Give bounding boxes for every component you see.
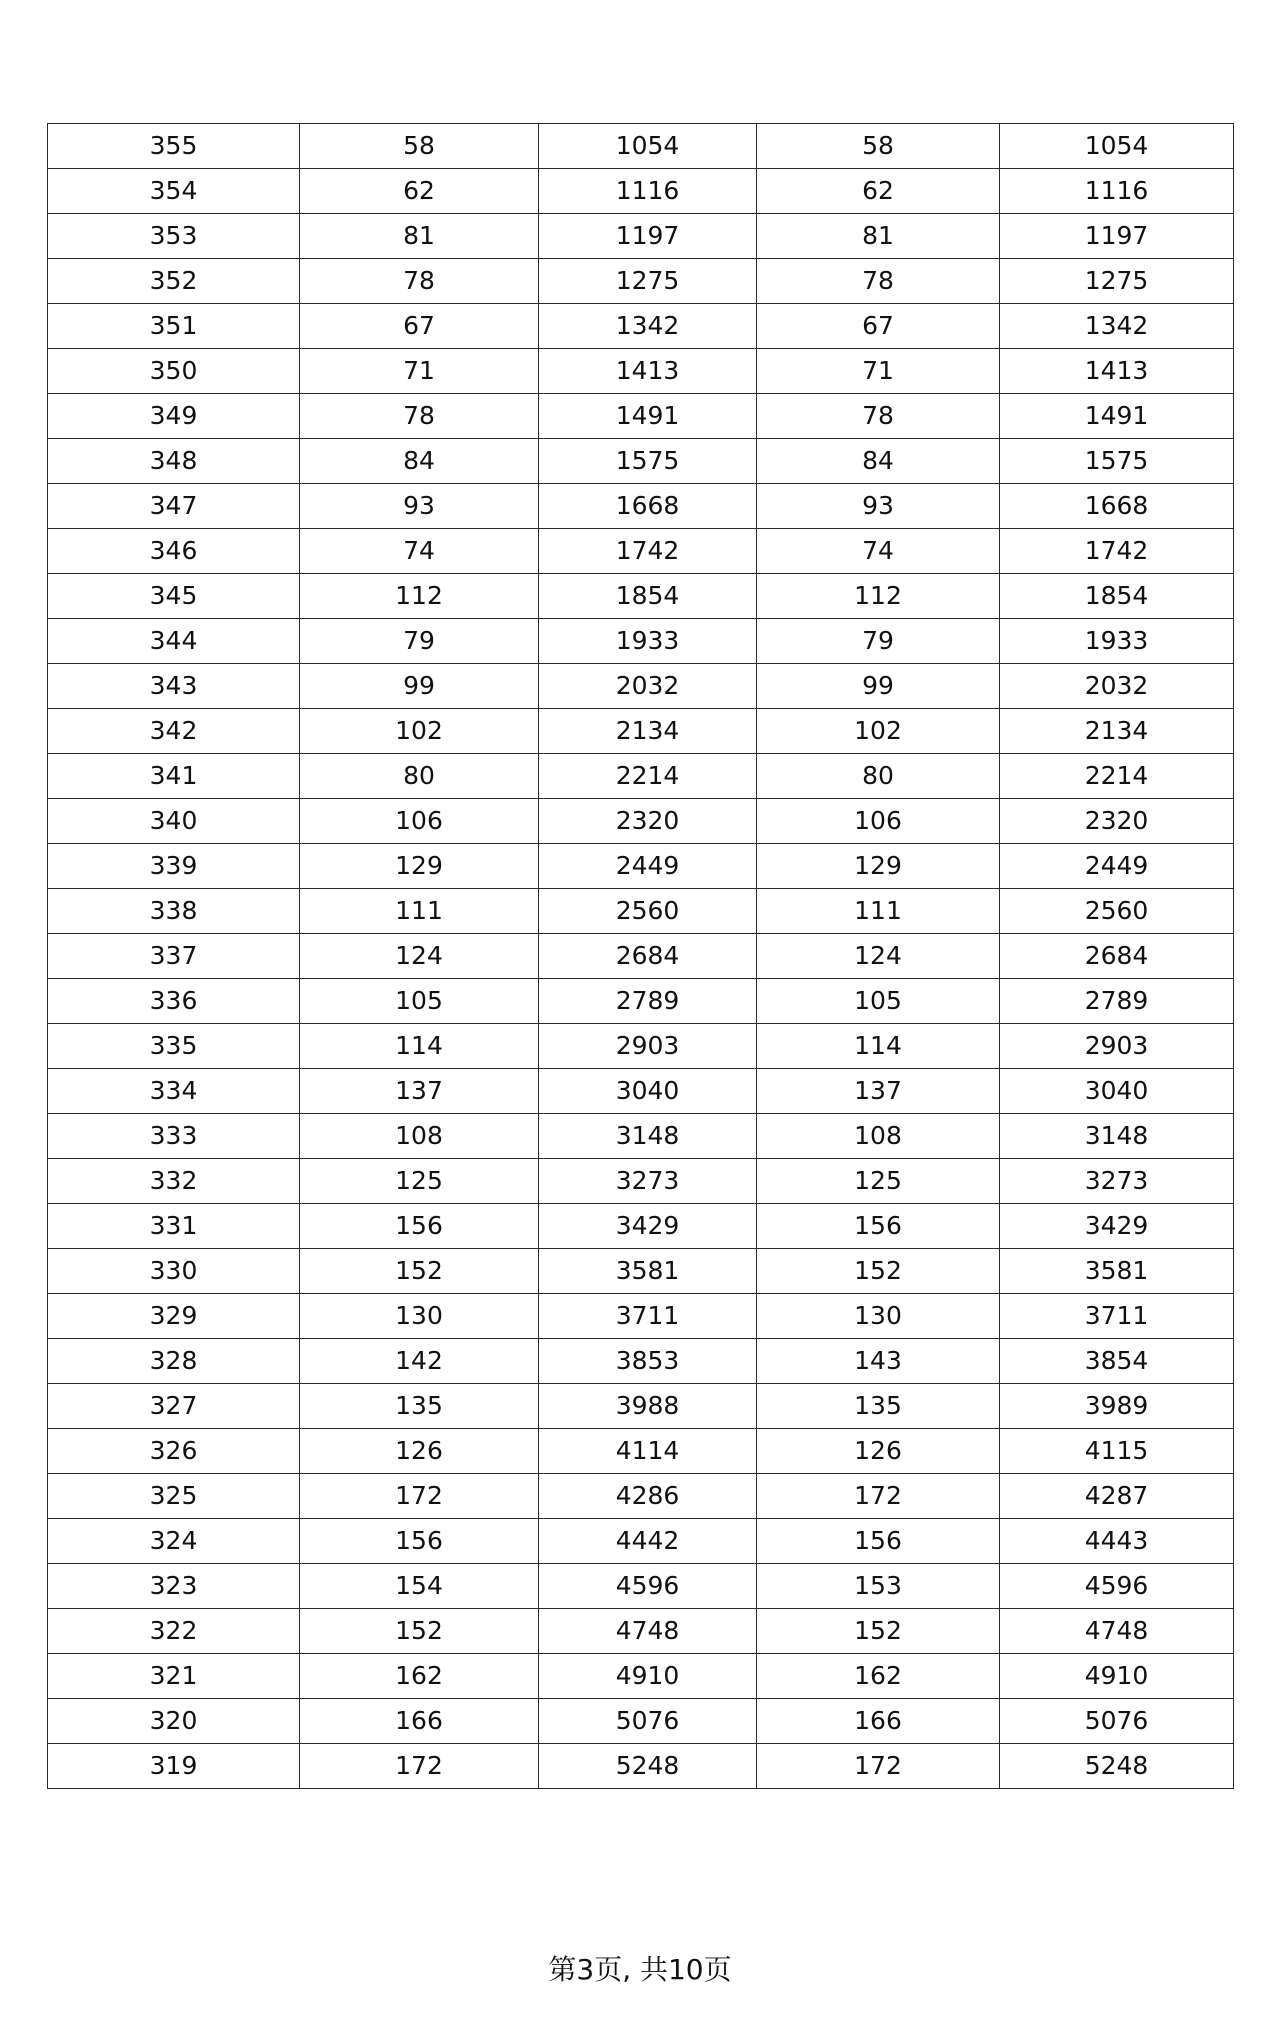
score-cell: 355 bbox=[48, 124, 300, 169]
table-row bbox=[48, 124, 1234, 169]
score-cell: 327 bbox=[48, 1384, 300, 1429]
cumulative-cell: 4442 bbox=[539, 1519, 757, 1564]
table-row bbox=[48, 1069, 1234, 1114]
cumulative-alt-cell: 2903 bbox=[1000, 1024, 1234, 1069]
score-cell: 337 bbox=[48, 934, 300, 979]
cumulative-alt-cell: 3148 bbox=[1000, 1114, 1234, 1159]
cumulative-alt-cell: 1668 bbox=[1000, 484, 1234, 529]
cumulative-cell: 2684 bbox=[539, 934, 757, 979]
count-cell: 102 bbox=[300, 709, 539, 754]
table-row bbox=[48, 1699, 1234, 1744]
count-cell: 166 bbox=[300, 1699, 539, 1744]
table-row bbox=[48, 934, 1234, 979]
cumulative-cell: 3040 bbox=[539, 1069, 757, 1114]
count-cell: 172 bbox=[300, 1474, 539, 1519]
cumulative-cell: 3853 bbox=[539, 1339, 757, 1384]
cumulative-alt-cell: 4748 bbox=[1000, 1609, 1234, 1654]
cumulative-alt-cell: 1342 bbox=[1000, 304, 1234, 349]
cumulative-alt-cell: 1742 bbox=[1000, 529, 1234, 574]
count-alt-cell: 106 bbox=[757, 799, 1000, 844]
cumulative-alt-cell: 2684 bbox=[1000, 934, 1234, 979]
cumulative-alt-cell: 1491 bbox=[1000, 394, 1234, 439]
cumulative-cell: 2320 bbox=[539, 799, 757, 844]
page-number: 第3页, 共10页 bbox=[548, 1953, 732, 1986]
score-cell: 342 bbox=[48, 709, 300, 754]
cumulative-alt-cell: 2214 bbox=[1000, 754, 1234, 799]
score-cell: 340 bbox=[48, 799, 300, 844]
cumulative-cell: 2134 bbox=[539, 709, 757, 754]
cumulative-cell: 1854 bbox=[539, 574, 757, 619]
cumulative-alt-cell: 3989 bbox=[1000, 1384, 1234, 1429]
count-alt-cell: 108 bbox=[757, 1114, 1000, 1159]
cumulative-alt-cell: 4443 bbox=[1000, 1519, 1234, 1564]
cumulative-alt-cell: 3711 bbox=[1000, 1294, 1234, 1339]
cumulative-cell: 1742 bbox=[539, 529, 757, 574]
score-cell: 339 bbox=[48, 844, 300, 889]
cumulative-cell: 1116 bbox=[539, 169, 757, 214]
cumulative-alt-cell: 1854 bbox=[1000, 574, 1234, 619]
count-cell: 78 bbox=[300, 394, 539, 439]
score-cell: 344 bbox=[48, 619, 300, 664]
count-alt-cell: 79 bbox=[757, 619, 1000, 664]
score-cell: 341 bbox=[48, 754, 300, 799]
count-cell: 111 bbox=[300, 889, 539, 934]
count-alt-cell: 58 bbox=[757, 124, 1000, 169]
count-alt-cell: 124 bbox=[757, 934, 1000, 979]
count-cell: 135 bbox=[300, 1384, 539, 1429]
count-cell: 112 bbox=[300, 574, 539, 619]
count-alt-cell: 156 bbox=[757, 1204, 1000, 1249]
count-cell: 99 bbox=[300, 664, 539, 709]
count-cell: 67 bbox=[300, 304, 539, 349]
count-alt-cell: 153 bbox=[757, 1564, 1000, 1609]
count-cell: 125 bbox=[300, 1159, 539, 1204]
table-row bbox=[48, 664, 1234, 709]
score-cell: 322 bbox=[48, 1609, 300, 1654]
count-cell: 81 bbox=[300, 214, 539, 259]
table-row bbox=[48, 1384, 1234, 1429]
cumulative-alt-cell: 3040 bbox=[1000, 1069, 1234, 1114]
count-alt-cell: 62 bbox=[757, 169, 1000, 214]
count-alt-cell: 105 bbox=[757, 979, 1000, 1024]
count-alt-cell: 126 bbox=[757, 1429, 1000, 1474]
table-row bbox=[48, 1654, 1234, 1699]
score-cell: 354 bbox=[48, 169, 300, 214]
score-cell: 324 bbox=[48, 1519, 300, 1564]
cumulative-alt-cell: 3581 bbox=[1000, 1249, 1234, 1294]
score-cell: 319 bbox=[48, 1744, 300, 1789]
count-cell: 124 bbox=[300, 934, 539, 979]
cumulative-alt-cell: 1275 bbox=[1000, 259, 1234, 304]
table-row bbox=[48, 979, 1234, 1024]
table-row bbox=[48, 574, 1234, 619]
count-cell: 156 bbox=[300, 1204, 539, 1249]
cumulative-alt-cell: 4596 bbox=[1000, 1564, 1234, 1609]
count-alt-cell: 112 bbox=[757, 574, 1000, 619]
count-cell: 105 bbox=[300, 979, 539, 1024]
table-body bbox=[48, 124, 1234, 1789]
cumulative-alt-cell: 4910 bbox=[1000, 1654, 1234, 1699]
count-cell: 142 bbox=[300, 1339, 539, 1384]
count-cell: 130 bbox=[300, 1294, 539, 1339]
cumulative-alt-cell: 3854 bbox=[1000, 1339, 1234, 1384]
table-row bbox=[48, 529, 1234, 574]
count-cell: 172 bbox=[300, 1744, 539, 1789]
score-cell: 329 bbox=[48, 1294, 300, 1339]
count-alt-cell: 143 bbox=[757, 1339, 1000, 1384]
count-cell: 84 bbox=[300, 439, 539, 484]
count-alt-cell: 172 bbox=[757, 1744, 1000, 1789]
table-row bbox=[48, 1609, 1234, 1654]
cumulative-alt-cell: 2789 bbox=[1000, 979, 1234, 1024]
count-alt-cell: 71 bbox=[757, 349, 1000, 394]
table-row bbox=[48, 1564, 1234, 1609]
count-alt-cell: 129 bbox=[757, 844, 1000, 889]
cumulative-alt-cell: 1116 bbox=[1000, 169, 1234, 214]
table-row bbox=[48, 1114, 1234, 1159]
count-cell: 162 bbox=[300, 1654, 539, 1699]
table-row bbox=[48, 304, 1234, 349]
count-alt-cell: 74 bbox=[757, 529, 1000, 574]
cumulative-cell: 4286 bbox=[539, 1474, 757, 1519]
count-alt-cell: 102 bbox=[757, 709, 1000, 754]
cumulative-cell: 5248 bbox=[539, 1744, 757, 1789]
count-alt-cell: 81 bbox=[757, 214, 1000, 259]
table-row bbox=[48, 754, 1234, 799]
count-alt-cell: 152 bbox=[757, 1609, 1000, 1654]
score-cell: 331 bbox=[48, 1204, 300, 1249]
score-cell: 345 bbox=[48, 574, 300, 619]
cumulative-cell: 3711 bbox=[539, 1294, 757, 1339]
table-row bbox=[48, 799, 1234, 844]
score-cell: 348 bbox=[48, 439, 300, 484]
table-row bbox=[48, 1024, 1234, 1069]
cumulative-alt-cell: 1413 bbox=[1000, 349, 1234, 394]
cumulative-alt-cell: 4115 bbox=[1000, 1429, 1234, 1474]
count-alt-cell: 84 bbox=[757, 439, 1000, 484]
count-cell: 152 bbox=[300, 1249, 539, 1294]
score-cell: 350 bbox=[48, 349, 300, 394]
table-row bbox=[48, 619, 1234, 664]
count-alt-cell: 78 bbox=[757, 259, 1000, 304]
cumulative-alt-cell: 2449 bbox=[1000, 844, 1234, 889]
table-row bbox=[48, 394, 1234, 439]
cumulative-cell: 1933 bbox=[539, 619, 757, 664]
count-alt-cell: 67 bbox=[757, 304, 1000, 349]
table-row bbox=[48, 1429, 1234, 1474]
count-cell: 106 bbox=[300, 799, 539, 844]
count-cell: 80 bbox=[300, 754, 539, 799]
count-cell: 152 bbox=[300, 1609, 539, 1654]
score-cell: 347 bbox=[48, 484, 300, 529]
cumulative-cell: 4596 bbox=[539, 1564, 757, 1609]
cumulative-cell: 3148 bbox=[539, 1114, 757, 1159]
count-alt-cell: 80 bbox=[757, 754, 1000, 799]
score-cell: 335 bbox=[48, 1024, 300, 1069]
cumulative-alt-cell: 3429 bbox=[1000, 1204, 1234, 1249]
cumulative-alt-cell: 2320 bbox=[1000, 799, 1234, 844]
score-cell: 323 bbox=[48, 1564, 300, 1609]
cumulative-cell: 2032 bbox=[539, 664, 757, 709]
score-cell: 353 bbox=[48, 214, 300, 259]
score-cell: 349 bbox=[48, 394, 300, 439]
cumulative-cell: 1275 bbox=[539, 259, 757, 304]
table-row bbox=[48, 1204, 1234, 1249]
cumulative-alt-cell: 4287 bbox=[1000, 1474, 1234, 1519]
cumulative-alt-cell: 2134 bbox=[1000, 709, 1234, 754]
count-alt-cell: 78 bbox=[757, 394, 1000, 439]
cumulative-alt-cell: 1054 bbox=[1000, 124, 1234, 169]
table-row bbox=[48, 1744, 1234, 1789]
count-alt-cell: 156 bbox=[757, 1519, 1000, 1564]
score-cell: 343 bbox=[48, 664, 300, 709]
table-row bbox=[48, 169, 1234, 214]
table-row bbox=[48, 259, 1234, 304]
table-row bbox=[48, 1474, 1234, 1519]
cumulative-alt-cell: 5248 bbox=[1000, 1744, 1234, 1789]
count-alt-cell: 125 bbox=[757, 1159, 1000, 1204]
cumulative-alt-cell: 1575 bbox=[1000, 439, 1234, 484]
table-row bbox=[48, 1159, 1234, 1204]
score-cell: 351 bbox=[48, 304, 300, 349]
score-cell: 320 bbox=[48, 1699, 300, 1744]
score-cell: 334 bbox=[48, 1069, 300, 1114]
table-row bbox=[48, 214, 1234, 259]
score-cell: 321 bbox=[48, 1654, 300, 1699]
cumulative-cell: 4748 bbox=[539, 1609, 757, 1654]
count-alt-cell: 93 bbox=[757, 484, 1000, 529]
count-cell: 74 bbox=[300, 529, 539, 574]
table-row bbox=[48, 1339, 1234, 1384]
cumulative-cell: 2903 bbox=[539, 1024, 757, 1069]
cumulative-alt-cell: 1197 bbox=[1000, 214, 1234, 259]
table-row bbox=[48, 1294, 1234, 1339]
count-alt-cell: 172 bbox=[757, 1474, 1000, 1519]
table-row bbox=[48, 484, 1234, 529]
count-alt-cell: 114 bbox=[757, 1024, 1000, 1069]
count-cell: 71 bbox=[300, 349, 539, 394]
cumulative-alt-cell: 5076 bbox=[1000, 1699, 1234, 1744]
table-row bbox=[48, 844, 1234, 889]
count-cell: 126 bbox=[300, 1429, 539, 1474]
cumulative-alt-cell: 1933 bbox=[1000, 619, 1234, 664]
cumulative-cell: 1342 bbox=[539, 304, 757, 349]
count-cell: 156 bbox=[300, 1519, 539, 1564]
table-row bbox=[48, 889, 1234, 934]
count-cell: 62 bbox=[300, 169, 539, 214]
cumulative-cell: 2214 bbox=[539, 754, 757, 799]
cumulative-cell: 4910 bbox=[539, 1654, 757, 1699]
table-row bbox=[48, 349, 1234, 394]
cumulative-alt-cell: 2560 bbox=[1000, 889, 1234, 934]
cumulative-alt-cell: 2032 bbox=[1000, 664, 1234, 709]
count-alt-cell: 99 bbox=[757, 664, 1000, 709]
count-cell: 137 bbox=[300, 1069, 539, 1114]
score-cell: 333 bbox=[48, 1114, 300, 1159]
cumulative-cell: 1197 bbox=[539, 214, 757, 259]
score-cell: 338 bbox=[48, 889, 300, 934]
count-alt-cell: 135 bbox=[757, 1384, 1000, 1429]
score-cell: 336 bbox=[48, 979, 300, 1024]
count-cell: 114 bbox=[300, 1024, 539, 1069]
count-alt-cell: 111 bbox=[757, 889, 1000, 934]
count-cell: 58 bbox=[300, 124, 539, 169]
cumulative-cell: 1491 bbox=[539, 394, 757, 439]
score-cell: 326 bbox=[48, 1429, 300, 1474]
count-alt-cell: 137 bbox=[757, 1069, 1000, 1114]
cumulative-cell: 4114 bbox=[539, 1429, 757, 1474]
table-row bbox=[48, 1519, 1234, 1564]
count-alt-cell: 130 bbox=[757, 1294, 1000, 1339]
cumulative-cell: 1054 bbox=[539, 124, 757, 169]
score-cell: 352 bbox=[48, 259, 300, 304]
cumulative-cell: 1668 bbox=[539, 484, 757, 529]
score-distribution-table bbox=[47, 123, 1234, 1789]
count-alt-cell: 152 bbox=[757, 1249, 1000, 1294]
count-cell: 79 bbox=[300, 619, 539, 664]
cumulative-cell: 3273 bbox=[539, 1159, 757, 1204]
cumulative-cell: 2449 bbox=[539, 844, 757, 889]
cumulative-cell: 3429 bbox=[539, 1204, 757, 1249]
count-alt-cell: 162 bbox=[757, 1654, 1000, 1699]
table-row bbox=[48, 709, 1234, 754]
score-cell: 328 bbox=[48, 1339, 300, 1384]
count-cell: 129 bbox=[300, 844, 539, 889]
cumulative-cell: 3581 bbox=[539, 1249, 757, 1294]
score-cell: 332 bbox=[48, 1159, 300, 1204]
cumulative-cell: 1575 bbox=[539, 439, 757, 484]
count-alt-cell: 166 bbox=[757, 1699, 1000, 1744]
score-cell: 325 bbox=[48, 1474, 300, 1519]
cumulative-cell: 3988 bbox=[539, 1384, 757, 1429]
cumulative-cell: 2560 bbox=[539, 889, 757, 934]
cumulative-cell: 5076 bbox=[539, 1699, 757, 1744]
count-cell: 78 bbox=[300, 259, 539, 304]
score-cell: 346 bbox=[48, 529, 300, 574]
cumulative-cell: 2789 bbox=[539, 979, 757, 1024]
table-row bbox=[48, 439, 1234, 484]
table-row bbox=[48, 1249, 1234, 1294]
cumulative-cell: 1413 bbox=[539, 349, 757, 394]
cumulative-alt-cell: 3273 bbox=[1000, 1159, 1234, 1204]
count-cell: 93 bbox=[300, 484, 539, 529]
score-cell: 330 bbox=[48, 1249, 300, 1294]
count-cell: 108 bbox=[300, 1114, 539, 1159]
count-cell: 154 bbox=[300, 1564, 539, 1609]
